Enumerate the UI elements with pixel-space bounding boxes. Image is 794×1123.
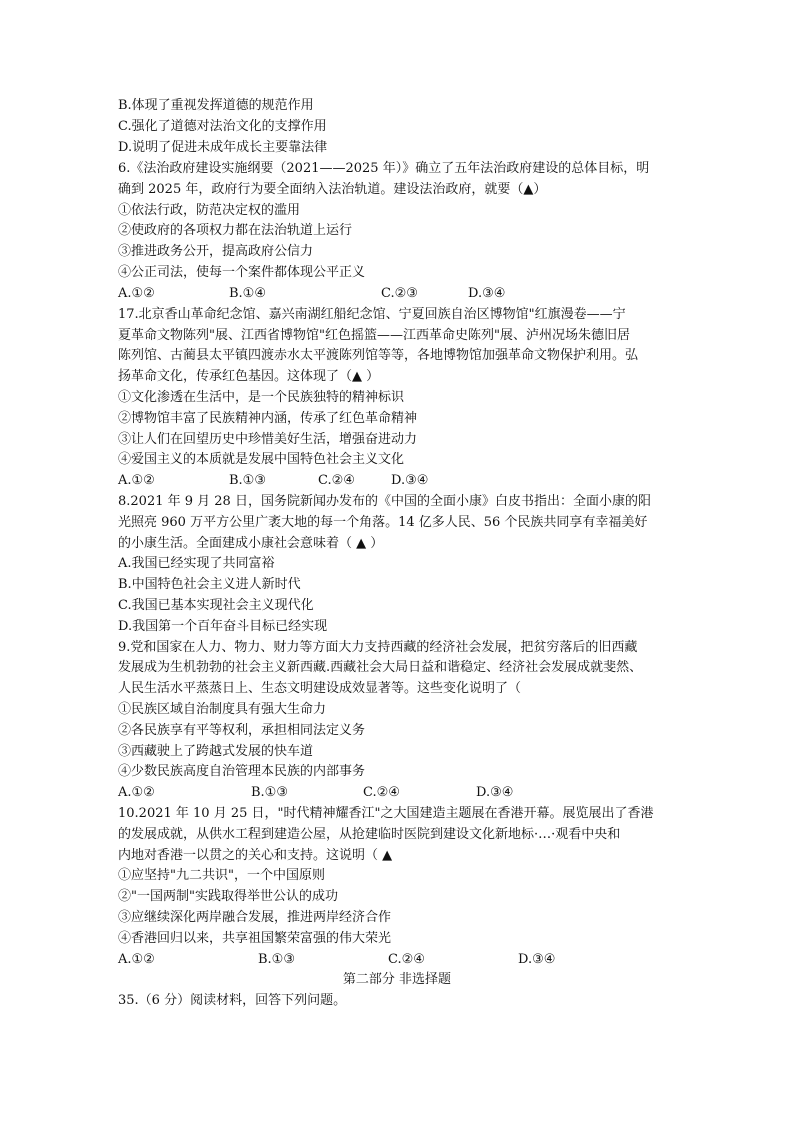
q6-statement-4: ④公正司法，使每一个案件都体现公平正义 — [118, 265, 366, 280]
q8-option-a: A.我国已经实现了共同富裕 — [118, 556, 275, 571]
q10-option-a: A.①② — [118, 952, 155, 967]
q10-statement-2: ②"一国两制"实践取得举世公认的成功 — [118, 889, 338, 904]
q9-stem-line-1: 9.党和国家在人力、物力、财力等方面大力支持西藏的经济社会发展，把贫穷落后的旧西藏 — [118, 640, 638, 655]
q9-statement-2: ②各民族享有平等权利，承担相同法定义务 — [118, 723, 366, 738]
q9-statement-3: ③西藏驶上了跨越式发展的快车道 — [118, 744, 314, 759]
q7-statement-1: ①文化渗透在生活中，是一个民族独特的精神标识 — [118, 390, 405, 405]
q10-stem-line-3: 内地对香港一以贯之的关心和支持。这说明（ ▲ — [118, 848, 393, 863]
q9-stem-line-2: 发展成为生机勃勃的社会主义新西藏.西藏社会大局日益和谐稳定、经济社会发展成就斐然、 — [118, 660, 643, 675]
q8-stem-line-3: 的小康生活。全面建成小康社会意味着（ ▲ ） — [118, 536, 384, 551]
q8-option-c: C.我国已基本实现社会主义现代化 — [118, 598, 314, 613]
q7-stem-line-4: 扬革命文化，传承红色基因。这体现了（▲ ） — [118, 369, 380, 384]
q9-option-a: A.①② — [118, 785, 155, 800]
q6-option-b: B.①④ — [229, 286, 266, 301]
q7-statement-4: ④爱国主义的本质就是发展中国特色社会主义文化 — [118, 452, 405, 467]
q9-statement-1: ①民族区域自治制度具有强大生命力 — [118, 702, 327, 717]
q10-statement-4: ④香港回归以来，共享祖国繁荣富强的伟大荣光 — [118, 931, 392, 946]
q6-statement-3: ③推进政务公开，提高政府公信力 — [118, 244, 314, 259]
q9-option-d: D.③④ — [476, 785, 514, 800]
q7-option-c: C.②④ — [318, 473, 355, 488]
q10-stem-line-1: 10.2021 年 10 月 25 日，"时代精神耀香江"之大国建造主题展在香港开幕。展览展出了香港 — [118, 806, 654, 821]
q8-option-d: D.我国第一个百年奋斗目标已经实现 — [118, 619, 328, 634]
q6-statement-2: ②使政府的各项权力都在法治轨道上运行 — [118, 223, 353, 238]
q7-option-d: D.③④ — [391, 473, 429, 488]
q7-option-a: A.①② — [118, 473, 155, 488]
q10-option-b: B.①③ — [258, 952, 295, 967]
part-two-heading: 第二部分 非选择题 — [342, 972, 452, 987]
q10-statement-1: ①应坚持"九二共识"，一个中国原则 — [118, 868, 325, 883]
q7-stem-line-3: 陈列馆、古蔺县太平镇四渡赤水太平渡陈列馆等等，各地博物馆加强革命文物保护利用。弘 — [118, 348, 639, 363]
q8-stem-line-2: 光照亮 960 万平方公里广袤大地的每一个角落。14 亿多人民、56 个民族共同享有幸福美好 — [118, 515, 648, 530]
q8-option-b: B.中国特色社会主义进人新时代 — [118, 577, 301, 592]
q6-option-a: A.①② — [118, 286, 155, 301]
q10-stem-line-2: 的发展成就，从供水工程到建造公屋，从抢建临时医院到建设文化新地标·…·观看中央和 — [118, 827, 621, 842]
q5-option-c: C.强化了道德对法治文化的支撑作用 — [118, 119, 327, 134]
q6-option-d: D.③④ — [468, 286, 506, 301]
q7-option-b: B.①③ — [229, 473, 266, 488]
q9-option-c: C.②④ — [363, 785, 400, 800]
q7-stem-line-1: 17.北京香山革命纪念馆、嘉兴南湖红船纪念馆、宁夏回族自治区博物馆"红旗漫卷——宁 — [118, 307, 626, 322]
q9-option-b: B.①③ — [251, 785, 288, 800]
q9-statement-4: ④少数民族高度自治管理本民族的内部事务 — [118, 764, 366, 779]
q6-option-c: C.②③ — [381, 286, 418, 301]
q8-stem-line-1: 8.2021 年 9 月 28 日，国务院新闻办发布的《中国的全面小康》白皮书指出：全面小康的阳 — [118, 494, 651, 509]
q10-option-d: D.③④ — [518, 952, 556, 967]
q35-stem: 35.（6 分）阅读材料，回答下列问题。 — [118, 993, 347, 1008]
q7-statement-2: ②博物馆丰富了民族精神内涵，传承了红色革命精神 — [118, 411, 418, 426]
q10-option-c: C.②④ — [388, 952, 425, 967]
q9-stem-line-3: 人民生活水平蒸蒸日上、生态文明建设成效显著等。这些变化说明了（ — [118, 681, 522, 696]
q6-stem-line-2: 确到 2025 年，政府行为要全面纳入法治轨道。建设法治政府，就要（▲） — [118, 182, 547, 197]
q7-statement-3: ③让人们在回望历史中珍惜美好生活，增强奋进动力 — [118, 432, 418, 447]
q6-stem-line-1: 6.《法治政府建设实施纲要（2021——2025 年）》确立了五年法治政府建设的总体目标，明 — [118, 161, 650, 176]
q6-statement-1: ①依法行政，防范决定权的滥用 — [118, 203, 301, 218]
q5-option-d: D.说明了促进未成年成长主要靠法律 — [118, 140, 328, 155]
q5-option-b: B.体现了重视发挥道德的规范作用 — [118, 98, 314, 113]
q10-statement-3: ③应继续深化两岸融合发展，推进两岸经济合作 — [118, 910, 392, 925]
q7-stem-line-2: 夏革命文物陈列"展、江西省博物馆"红色摇篮——江西革命史陈列"展、泸州况场朱德旧居 — [118, 328, 630, 343]
